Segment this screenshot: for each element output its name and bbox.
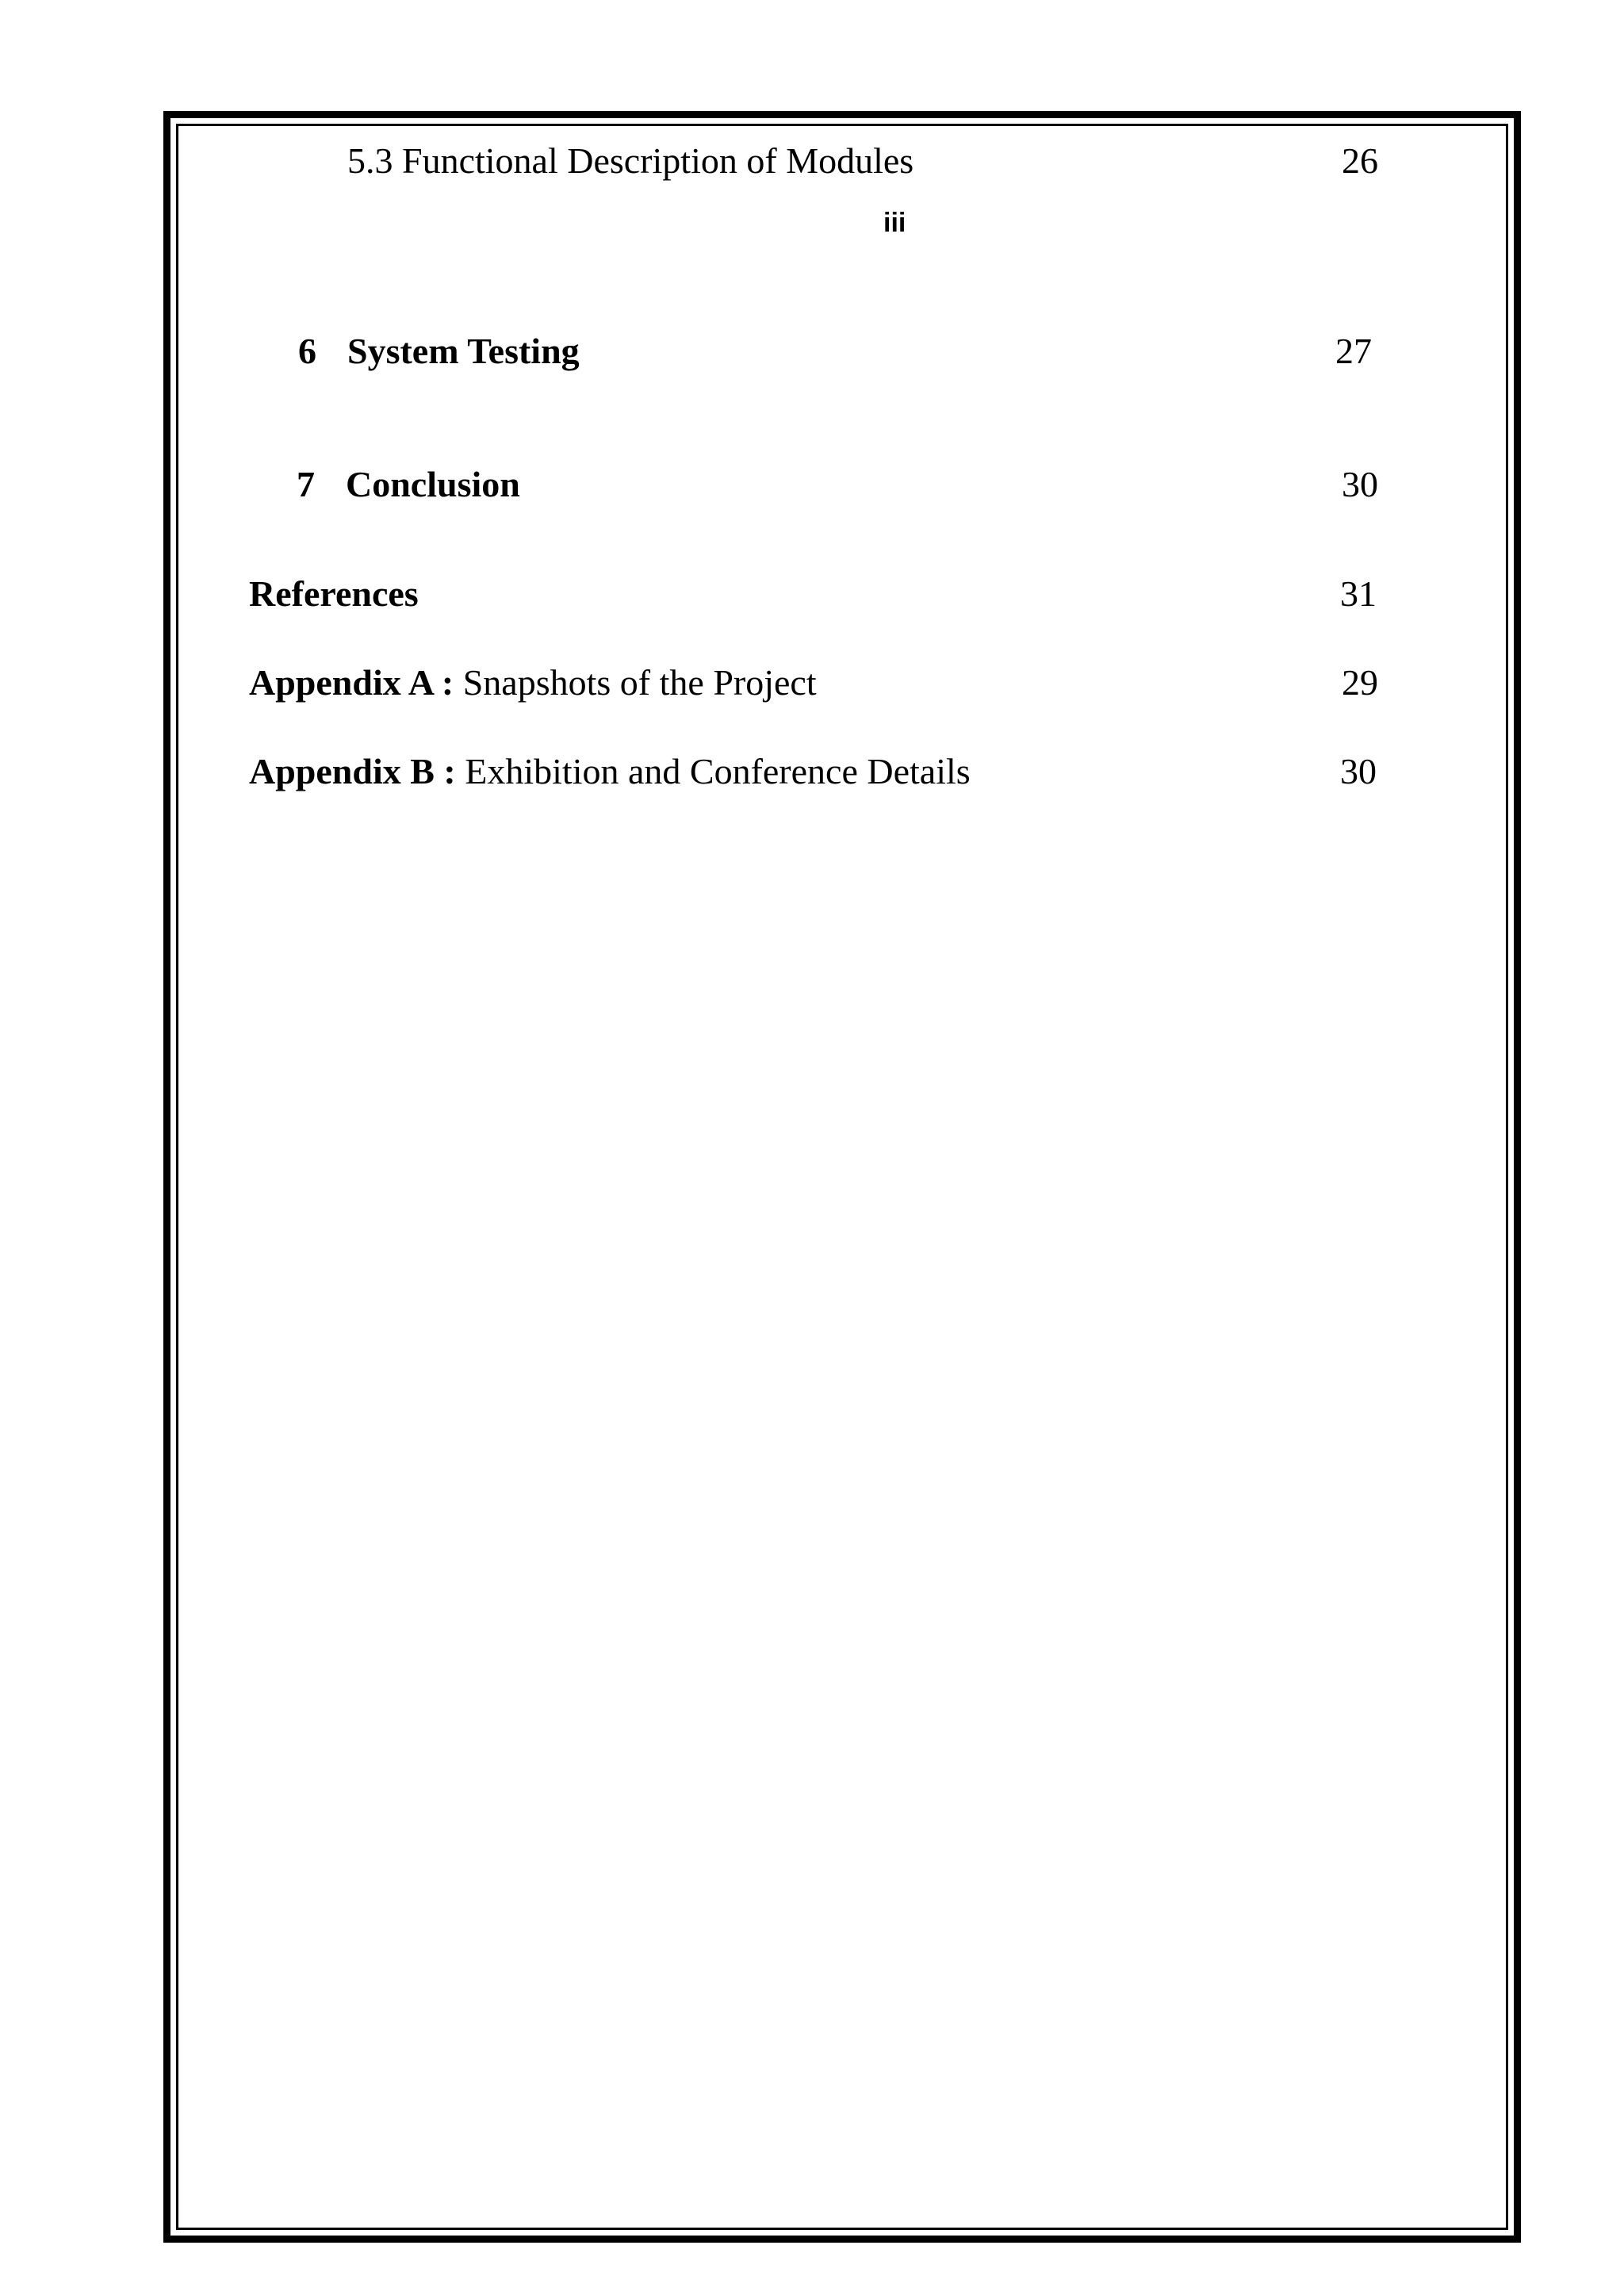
toc-chapter-6-title: System Testing: [347, 331, 580, 371]
toc-appendix-b: [249, 753, 971, 790]
toc-appendix-a-page: 29: [1342, 662, 1378, 703]
toc-appendix-a-label: Appendix A :: [249, 662, 454, 703]
toc-section-5-3-page: 26: [1342, 140, 1378, 181]
toc-appendix-a-title: Snapshots of the Project: [462, 662, 817, 703]
toc-appendix-b-page: 30: [1340, 751, 1377, 791]
toc-chapter-7-number: 7: [297, 464, 315, 504]
toc-references-page: 31: [1340, 573, 1377, 614]
toc-chapter-7-page: 30: [1342, 464, 1378, 504]
toc-appendix-b-label: Appendix B :: [249, 751, 456, 791]
toc-chapter-6-number: 6: [298, 331, 316, 371]
page-border-inner: [176, 124, 1508, 2230]
toc-appendix-b-title: Exhibition and Conference Details: [465, 751, 971, 791]
page-number-marker: iii: [883, 208, 906, 238]
toc-appendix-a: [249, 662, 817, 703]
toc-references-title: References: [249, 573, 419, 614]
toc-chapter-7-title: Conclusion: [346, 464, 520, 504]
toc-section-5-3-title: 5.3 Functional Description of Modules: [347, 140, 914, 181]
toc-chapter-6-page: 27: [1335, 331, 1372, 371]
